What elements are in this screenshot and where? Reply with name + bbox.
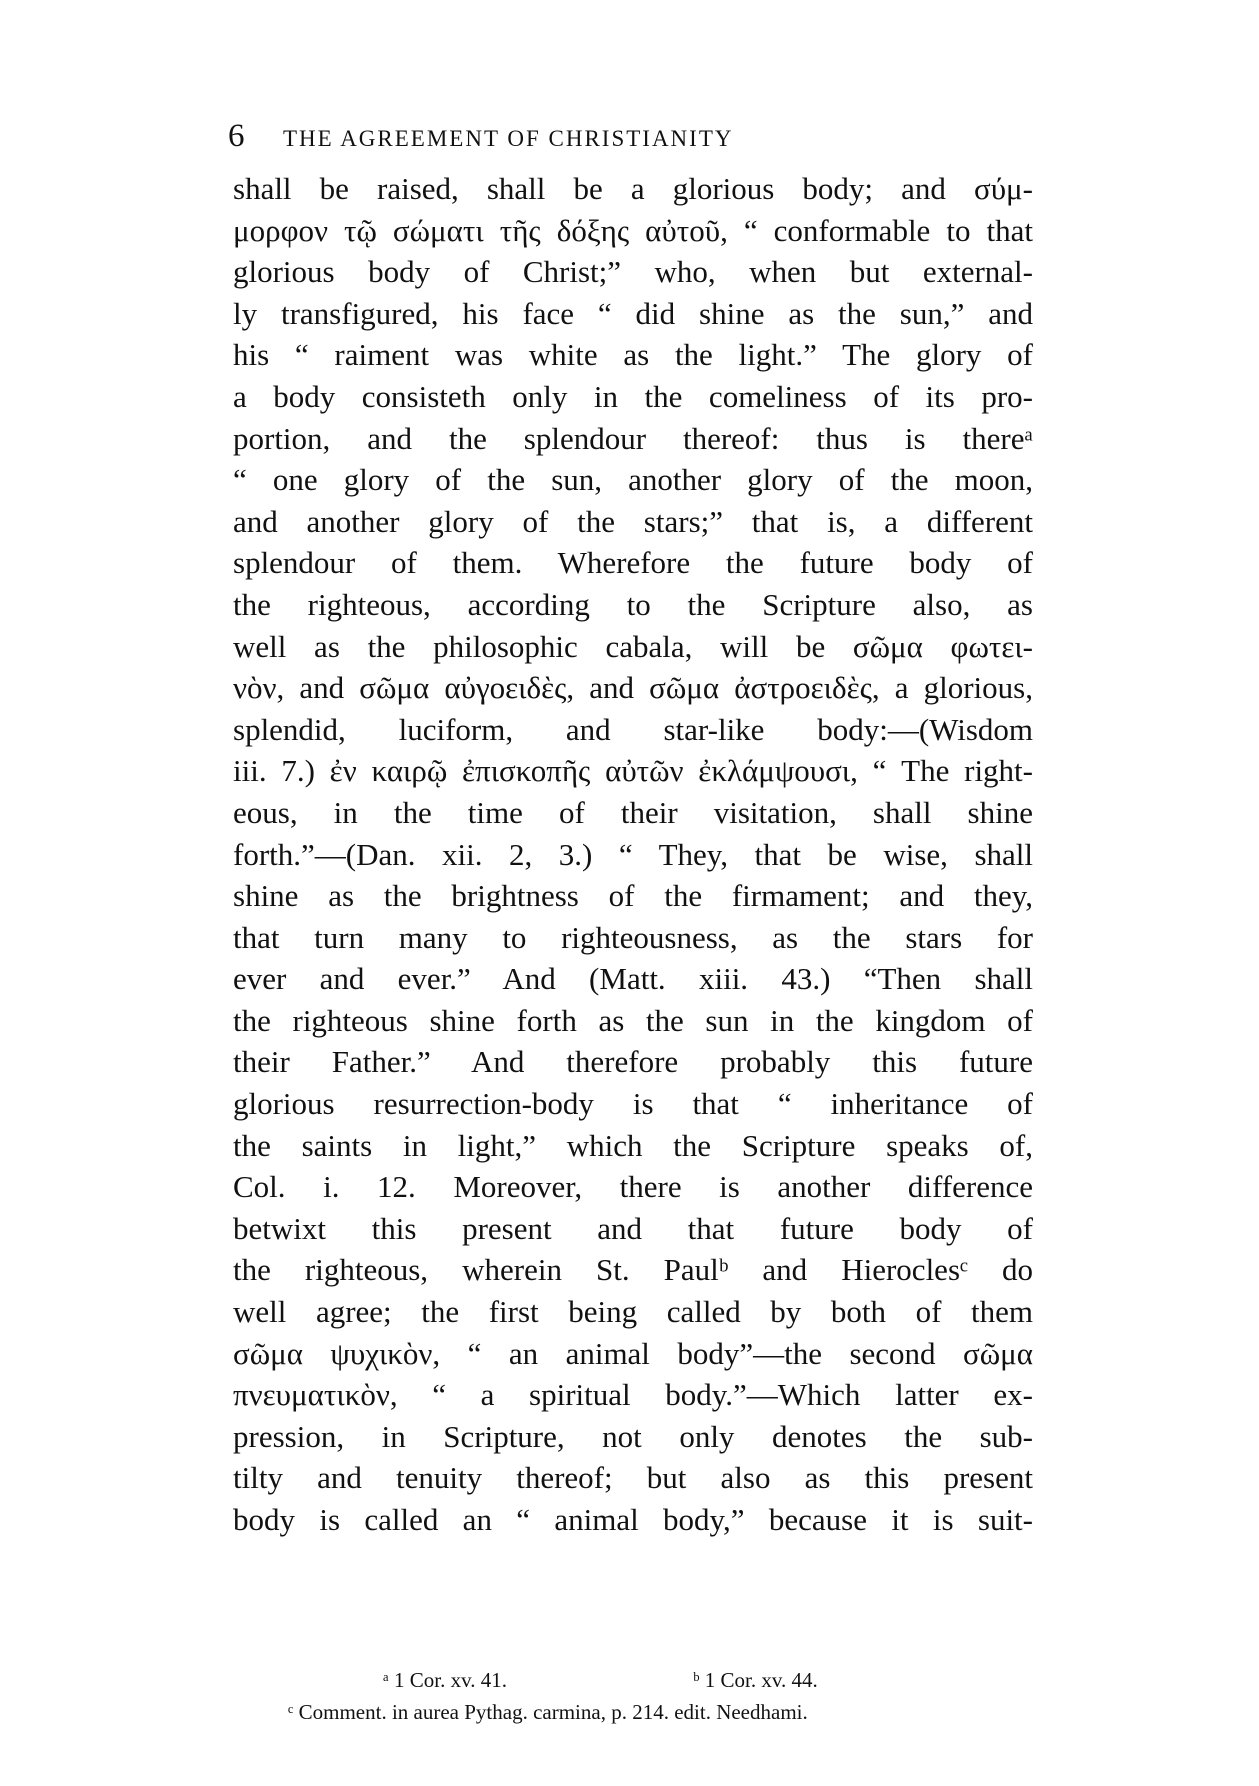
text-line: Col. i. 12. Moreover, there is another difference — [233, 1169, 1033, 1205]
text-line: betwixt this present and that future body of — [233, 1210, 1033, 1246]
text-line: νὸν, and σῶμα αὐγοειδὲς, and σῶμα ἀστροειδὲς, a glorious, — [233, 670, 1033, 706]
text-line: the righteous shine forth as the sun in the kingdom of — [233, 1002, 1033, 1038]
text-line: splendid, luciform, and star-like body:—(Wisdom — [233, 711, 1033, 747]
text-line: shine as the brightness of the firmament; and they, — [233, 878, 1033, 914]
text-line: σῶμα ψυχικὸν, “ an animal body”—the second σῶμα — [233, 1335, 1033, 1371]
text-line: the righteous, wherein St. Paulᵇ and Hieroclesᶜ do — [233, 1252, 1033, 1288]
footnote-a: ᵃ 1 Cor. xv. 41. — [383, 1668, 507, 1692]
footnote-c: ᶜ Comment. in aurea Pythag. carmina, p. 214. edit. Needhami. — [288, 1700, 808, 1724]
text-line: μορφον τῷ σώματι τῆς δόξης αὐτοῦ, “ conformable to that — [233, 212, 1033, 248]
text-line: their Father.” And therefore probably this future — [233, 1044, 1033, 1080]
text-line: well agree; the first being called by both of them — [233, 1294, 1033, 1330]
text-line: and another glory of the stars;” that is, a different — [233, 503, 1033, 539]
footnotes — [233, 1664, 1033, 1728]
text-line: pression, in Scripture, not only denotes the sub- — [233, 1418, 1033, 1454]
footnote-b: ᵇ 1 Cor. xv. 44. — [693, 1668, 818, 1692]
text-line: shall be raised, shall be a glorious body; and σύμ- — [233, 171, 1033, 206]
text-line: ly transfigured, his face “ did shine as the sun,” and — [233, 295, 1033, 331]
text-line: πνευματικὸν, “ a spiritual body.”—Which latter ex- — [233, 1377, 1033, 1413]
text-line: portion, and the splendour thereof: thus is thereᵃ — [233, 420, 1033, 456]
text-line: “ one glory of the sun, another glory of the moon, — [233, 462, 1033, 498]
text-line: glorious body of Christ;” who, when but external- — [233, 254, 1033, 290]
text-line: eous, in the time of their visitation, shall shine — [233, 794, 1033, 830]
text-line: the righteous, according to the Scripture also, as — [233, 586, 1033, 622]
page-number: 6 — [228, 118, 245, 154]
footnote-row — [233, 1664, 1033, 1696]
text-line: iii. 7.) ἐν καιρῷ ἐπισκοπῆς αὐτῶν ἐκλάμψουσι, “ The right- — [233, 753, 1033, 789]
text-line: a body consisteth only in the comeliness of its pro- — [233, 378, 1033, 414]
body-text — [233, 168, 1033, 1541]
text-line: that turn many to righteousness, as the stars for — [233, 919, 1033, 955]
text-line: splendour of them. Wherefore the future body of — [233, 545, 1033, 581]
running-title: THE AGREEMENT OF CHRISTIANITY — [283, 126, 734, 151]
text-line: body is called an “ animal body,” because it is suit- — [233, 1502, 1033, 1537]
text-line: his “ raiment was white as the light.” The glory of — [233, 337, 1033, 373]
text-line: tilty and tenuity thereof; but also as this present — [233, 1460, 1033, 1496]
text-line: forth.”—(Dan. xii. 2, 3.) “ They, that be wise, shall — [233, 836, 1033, 872]
text-line: ever and ever.” And (Matt. xiii. 43.) “Then shall — [233, 961, 1033, 997]
page-header — [228, 118, 1028, 158]
footnote-row — [233, 1696, 1033, 1728]
text-line: glorious resurrection-body is that “ inheritance of — [233, 1086, 1033, 1122]
text-line: the saints in light,” which the Scripture speaks of, — [233, 1127, 1033, 1163]
text-line: well as the philosophic cabala, will be σῶμα φωτει- — [233, 628, 1033, 664]
